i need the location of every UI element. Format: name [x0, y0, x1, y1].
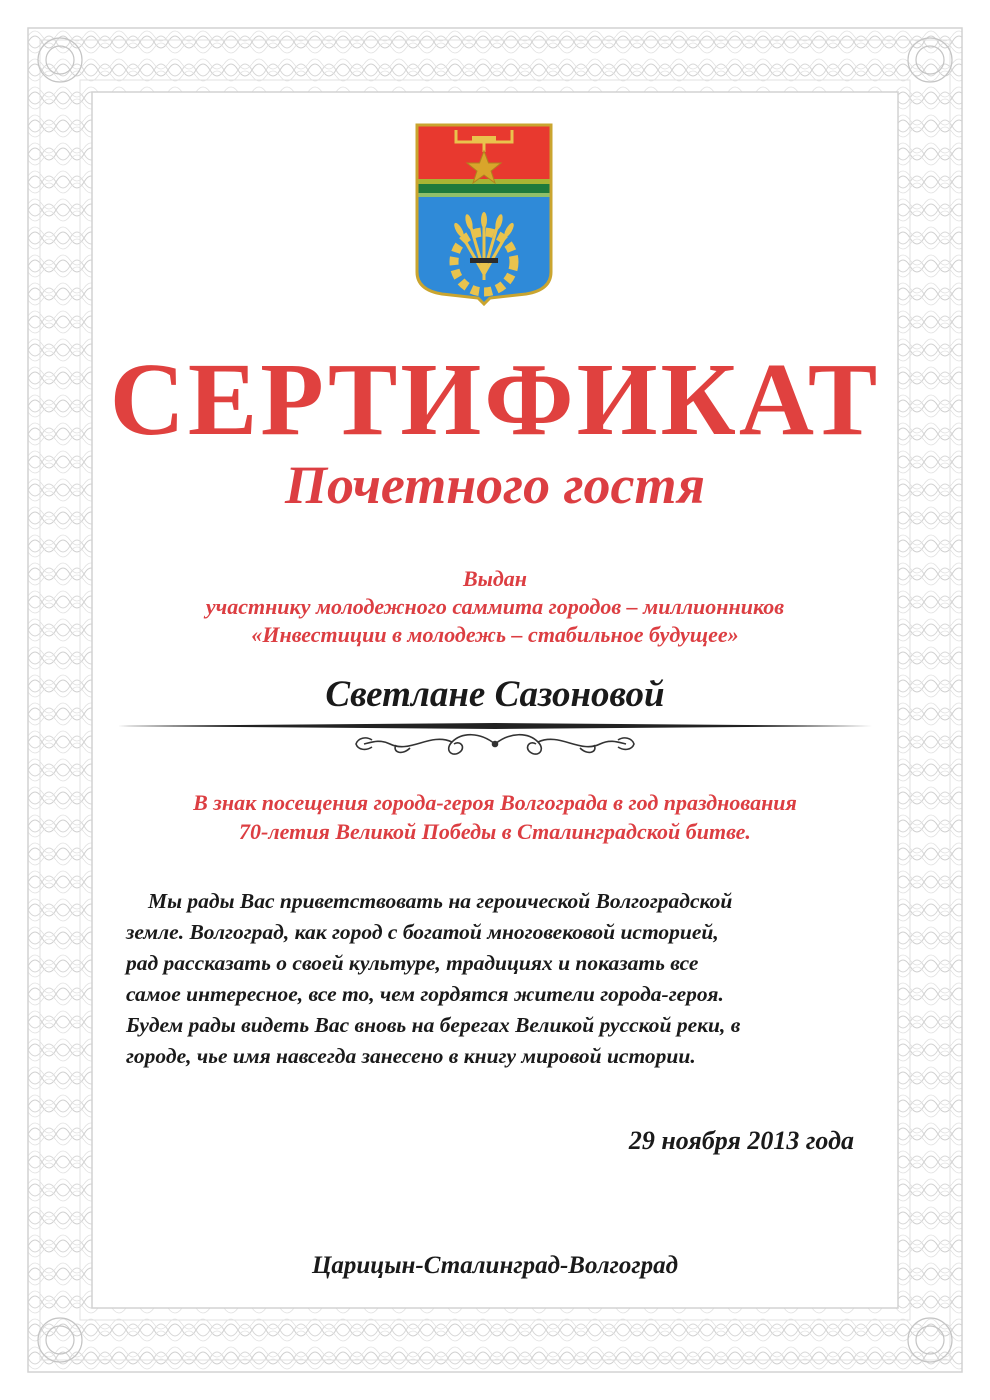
issued-block	[0, 565, 990, 649]
recipient-name: Светлане Сазоновой	[325, 674, 665, 715]
footer-cities: Царицын-Сталинград-Волгоград	[311, 1252, 679, 1279]
issue-date: 29 ноября 2013 года	[628, 1126, 854, 1155]
issued-line: «Инвестиции в молодежь – стабильное будущее»	[251, 622, 739, 647]
issued-line: Выдан	[462, 566, 528, 591]
occasion-line: В знак посещения города-героя Волгограда в год празднования	[193, 790, 797, 815]
greeting-line: рад рассказать о своей культуре, традициях и показать все	[126, 951, 699, 975]
greeting-line: самое интересное, все то, чем гордятся жители города-героя.	[126, 982, 724, 1006]
volgograd-coat-of-arms-icon	[414, 122, 554, 306]
issued-line: участнику молодежного саммита городов – миллионников	[205, 594, 785, 619]
greeting-line: земле. Волгоград, как город с богатой многовековой историей,	[126, 920, 719, 944]
greeting-line: Мы рады Вас приветствовать на героической Волгоградской	[148, 889, 733, 913]
occasion-line: 70-летия Великой Победы в Сталинградской битве.	[239, 819, 751, 844]
certificate-title: СЕРТИФИКАТ	[109, 342, 881, 457]
greeting-line: Будем рады видеть Вас вновь на берегах Великой русской реки, в	[126, 1013, 741, 1037]
certificate-subtitle: Почетного гостя	[284, 455, 705, 515]
occasion-block	[0, 788, 990, 846]
greeting-line: городе, чье имя навсегда занесено в книгу мировой истории.	[126, 1044, 696, 1068]
greeting-text	[126, 886, 866, 1072]
